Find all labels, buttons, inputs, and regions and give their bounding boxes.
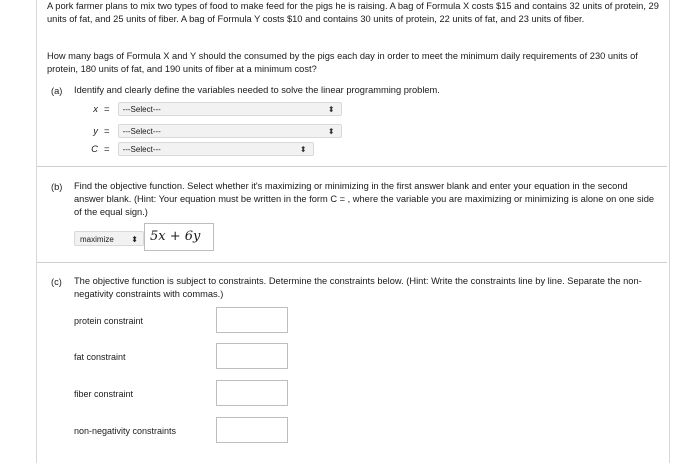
updown-chevron-icon: ⬍ bbox=[327, 105, 335, 114]
var-y-equals: = bbox=[104, 125, 110, 137]
fiber-constraint-label: fiber constraint bbox=[74, 389, 134, 399]
var-y-select[interactable] bbox=[118, 124, 342, 138]
var-c-select-value: ---Select--- bbox=[122, 145, 161, 154]
var-x-select-value: ---Select--- bbox=[122, 105, 161, 114]
objective-type-select[interactable] bbox=[74, 231, 144, 246]
protein-constraint-label: protein constraint bbox=[74, 316, 144, 326]
objective-type-value: maximize bbox=[80, 235, 114, 244]
var-row-y bbox=[84, 124, 342, 138]
section-divider bbox=[37, 166, 667, 167]
var-c-symbol: C bbox=[91, 143, 98, 155]
var-x-symbol: x bbox=[93, 103, 98, 115]
var-x-select[interactable] bbox=[118, 102, 342, 116]
var-c-equals: = bbox=[104, 143, 110, 155]
part-a-label: (a) bbox=[51, 86, 63, 96]
updown-chevron-icon: ⬍ bbox=[299, 145, 307, 154]
non-negativity-constraints-label: non-negativity constraints bbox=[74, 426, 177, 436]
problem-intro: A pork farmer plans to mix two types of food to make feed for the pigs he is raising. A bag of Formula X costs $15 and contains 32 units of protein, 29 units of fat, and 25 units of fiber. A bag of Formula Y costs $10 and contains 30 units of protein, 22 units of fat, and 23 units of fiber. bbox=[47, 1, 659, 25]
protein-constraint-input[interactable] bbox=[216, 307, 288, 333]
updown-chevron-icon: ⬍ bbox=[131, 235, 138, 244]
updown-chevron-icon: ⬍ bbox=[327, 127, 335, 136]
part-c-text: The objective function is subject to constraints. Determine the constraints below. (Hint: Write the constraints line by line. Separate the non-negativity constraints with commas.) bbox=[74, 276, 642, 300]
fat-constraint-input[interactable] bbox=[216, 343, 288, 369]
objective-equation-input[interactable]: 5x + 6y bbox=[144, 223, 214, 251]
part-c-label: (c) bbox=[51, 277, 62, 287]
fat-constraint-label: fat constraint bbox=[74, 352, 126, 362]
var-x-equals: = bbox=[104, 103, 110, 115]
fiber-constraint-input[interactable] bbox=[216, 380, 288, 406]
var-y-symbol: y bbox=[93, 125, 98, 137]
var-c-select[interactable] bbox=[118, 142, 314, 156]
non-negativity-constraints-input[interactable] bbox=[216, 417, 288, 443]
var-row-c bbox=[84, 142, 314, 156]
part-b-label: (b) bbox=[51, 182, 63, 192]
section-divider bbox=[37, 262, 667, 263]
var-y-select-value: ---Select--- bbox=[122, 127, 161, 136]
part-b-text: Find the objective function. Select whether it's maximizing or minimizing in the first answer blank and enter your equation in the second answer blank. (Hint: Your equation must be written in the form C = , where the variable you are maximizing or minimizing is alone on one side of the equal sign.) bbox=[74, 181, 655, 218]
part-a-text: Identify and clearly define the variables needed to solve the linear programming problem. bbox=[74, 85, 440, 95]
problem-question: How many bags of Formula X and Y should the consumed by the pigs each day in order to meet the minimum daily requirements of 230 units of protein, 180 units of fat, and 190 units of fiber at a minimum cost? bbox=[47, 51, 638, 75]
var-row-x bbox=[84, 102, 342, 116]
